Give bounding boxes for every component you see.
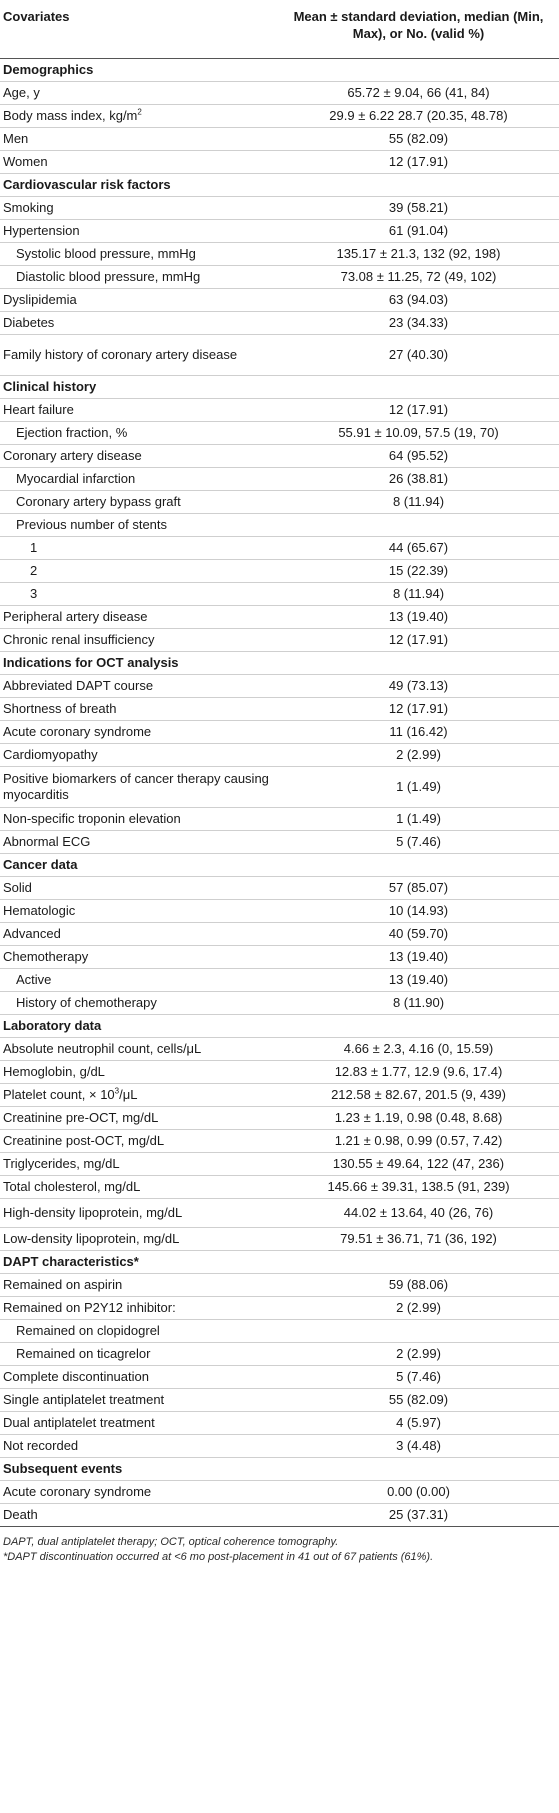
label-text: Coronary artery disease xyxy=(3,448,142,463)
table-footnotes xyxy=(0,1527,559,1565)
covariate-label xyxy=(0,1153,278,1176)
table-row xyxy=(0,808,559,831)
table-row xyxy=(0,422,559,445)
covariate-value: 5 (7.46) xyxy=(278,831,559,854)
covariate-value xyxy=(278,1251,559,1274)
label-text: Heart failure xyxy=(3,402,74,417)
covariate-value: 29.9 ± 6.22 28.7 (20.35, 48.78) xyxy=(278,105,559,128)
label-text: Single antiplatelet treatment xyxy=(3,1392,165,1407)
label-text: Peripheral artery disease xyxy=(3,609,148,624)
section-header-row xyxy=(0,1251,559,1274)
covariate-label xyxy=(0,606,278,629)
covariate-value: 13 (19.40) xyxy=(278,946,559,969)
covariate-label xyxy=(0,312,278,335)
covariate-label xyxy=(0,445,278,468)
label-superscript: 3 xyxy=(114,1086,120,1096)
label-text: Active xyxy=(16,972,52,987)
covariate-label xyxy=(0,1343,278,1366)
label-text: Triglycerides, mg/dL xyxy=(3,1156,120,1171)
label-suffix: /μL xyxy=(119,1087,138,1102)
covariate-label xyxy=(0,335,278,376)
covariate-value: 4.66 ± 2.3, 4.16 (0, 15.59) xyxy=(278,1038,559,1061)
table-row xyxy=(0,82,559,105)
covariate-value: 13 (19.40) xyxy=(278,606,559,629)
covariate-label xyxy=(0,721,278,744)
covariate-value: 1.21 ± 0.98, 0.99 (0.57, 7.42) xyxy=(278,1130,559,1153)
covariate-label xyxy=(0,808,278,831)
covariate-label xyxy=(0,1061,278,1084)
table-row xyxy=(0,629,559,652)
covariate-value: 55 (82.09) xyxy=(278,1389,559,1412)
covariate-label xyxy=(0,1199,278,1228)
label-text: Body mass index, kg/m xyxy=(3,108,138,123)
table-row xyxy=(0,560,559,583)
table-row xyxy=(0,675,559,698)
covariate-value: 2 (2.99) xyxy=(278,1297,559,1320)
covariate-value: 12 (17.91) xyxy=(278,629,559,652)
table-row xyxy=(0,744,559,767)
table-row xyxy=(0,220,559,243)
table-row xyxy=(0,514,559,537)
table-row xyxy=(0,969,559,992)
table-row xyxy=(0,1274,559,1297)
table-row xyxy=(0,923,559,946)
covariate-value: 59 (88.06) xyxy=(278,1274,559,1297)
label-text: Death xyxy=(3,1507,38,1522)
covariate-label xyxy=(0,422,278,445)
label-text: 1 xyxy=(30,540,38,555)
covariate-value: 57 (85.07) xyxy=(278,877,559,900)
covariate-label xyxy=(0,675,278,698)
covariate-value: 25 (37.31) xyxy=(278,1504,559,1527)
table-body xyxy=(0,59,559,1527)
label-text: Positive biomarkers of cancer therapy causing myocarditis xyxy=(3,771,269,802)
table-row xyxy=(0,197,559,220)
table-row xyxy=(0,1366,559,1389)
covariate-value: 4 (5.97) xyxy=(278,1412,559,1435)
covariate-value: 3 (4.48) xyxy=(278,1435,559,1458)
covariate-value: 5 (7.46) xyxy=(278,1366,559,1389)
covariate-label xyxy=(0,698,278,721)
label-text: Women xyxy=(3,154,48,169)
covariate-value: 61 (91.04) xyxy=(278,220,559,243)
footnote-dapt: *DAPT discontinuation occurred at <6 mo post-placement in 41 out of 67 patients (61%). xyxy=(3,1551,434,1563)
table-row xyxy=(0,1107,559,1130)
covariate-label xyxy=(0,767,278,808)
section-header-row xyxy=(0,1458,559,1481)
label-text: Remained on ticagrelor xyxy=(16,1346,151,1361)
table-row xyxy=(0,1320,559,1343)
table-row xyxy=(0,1084,559,1107)
label-text: Abnormal ECG xyxy=(3,834,91,849)
label-text: Hemoglobin, g/dL xyxy=(3,1064,105,1079)
covariate-label xyxy=(0,946,278,969)
covariate-label xyxy=(0,266,278,289)
label-text: Dyslipidemia xyxy=(3,292,77,307)
table-row xyxy=(0,1481,559,1504)
label-text: Family history of coronary artery disease xyxy=(3,347,238,362)
label-text: Systolic blood pressure, mmHg xyxy=(16,246,196,261)
section-header-row xyxy=(0,854,559,877)
label-superscript: 2 xyxy=(137,107,142,117)
label-text: Complete discontinuation xyxy=(3,1369,149,1384)
covariate-value: 55.91 ± 10.09, 57.5 (19, 70) xyxy=(278,422,559,445)
covariate-label xyxy=(0,1504,278,1527)
label-text: Remained on clopidogrel xyxy=(16,1323,160,1338)
table-row xyxy=(0,992,559,1015)
table-row xyxy=(0,1412,559,1435)
table-row xyxy=(0,946,559,969)
covariate-value: 11 (16.42) xyxy=(278,721,559,744)
covariate-value: 1 (1.49) xyxy=(278,808,559,831)
header-statistics: Mean ± standard deviation, median (Min, Max), or No. (valid %) xyxy=(278,2,559,59)
covariate-value: 12 (17.91) xyxy=(278,399,559,422)
table-row xyxy=(0,1130,559,1153)
covariate-value: 39 (58.21) xyxy=(278,197,559,220)
covariate-label xyxy=(0,744,278,767)
covariate-value: 49 (73.13) xyxy=(278,675,559,698)
covariate-label xyxy=(0,243,278,266)
covariate-label xyxy=(0,537,278,560)
label-text: Previous number of stents xyxy=(16,517,168,532)
covariate-label xyxy=(0,1389,278,1412)
table-row xyxy=(0,335,559,376)
label-text: 3 xyxy=(30,586,38,601)
table-row xyxy=(0,1389,559,1412)
covariate-label xyxy=(0,1435,278,1458)
label-text: Absolute neutrophil count, cells/μL xyxy=(3,1041,202,1056)
covariate-label xyxy=(0,82,278,105)
table-row xyxy=(0,289,559,312)
covariate-label xyxy=(0,399,278,422)
label-text: Cancer data xyxy=(3,857,78,872)
label-text: Platelet count, × 10 xyxy=(3,1087,115,1102)
covariate-value: 79.51 ± 36.71, 71 (36, 192) xyxy=(278,1228,559,1251)
table-row xyxy=(0,312,559,335)
table-row xyxy=(0,105,559,128)
section-header-row xyxy=(0,652,559,675)
table-row xyxy=(0,491,559,514)
header-row xyxy=(0,2,559,59)
label-text: Cardiomyopathy xyxy=(3,747,98,762)
covariate-value: 23 (34.33) xyxy=(278,312,559,335)
table-row xyxy=(0,831,559,854)
label-text: History of chemotherapy xyxy=(16,995,157,1010)
label-text: Total cholesterol, mg/dL xyxy=(3,1179,141,1194)
table-row xyxy=(0,1176,559,1199)
covariate-label xyxy=(0,197,278,220)
covariate-value: 10 (14.93) xyxy=(278,900,559,923)
covariate-label xyxy=(0,128,278,151)
covariate-value xyxy=(278,59,559,82)
section-header-row xyxy=(0,1015,559,1038)
label-text: Chronic renal insufficiency xyxy=(3,632,155,647)
label-text: Solid xyxy=(3,880,32,895)
covariate-value: 65.72 ± 9.04, 66 (41, 84) xyxy=(278,82,559,105)
covariate-label xyxy=(0,491,278,514)
covariate-label xyxy=(0,877,278,900)
covariate-label xyxy=(0,1176,278,1199)
section-title xyxy=(0,1251,278,1274)
header-covariates: Covariates xyxy=(0,2,278,59)
covariate-value: 2 (2.99) xyxy=(278,1343,559,1366)
table-row xyxy=(0,1435,559,1458)
covariates-table xyxy=(0,2,559,1527)
label-text: Age, y xyxy=(3,85,40,100)
label-text: Smoking xyxy=(3,200,54,215)
covariate-value: 44.02 ± 13.64, 40 (26, 76) xyxy=(278,1199,559,1228)
label-text: DAPT characteristics* xyxy=(3,1254,139,1269)
covariate-label xyxy=(0,1107,278,1130)
label-text: Clinical history xyxy=(3,379,97,394)
table-row xyxy=(0,468,559,491)
section-header-row xyxy=(0,376,559,399)
covariate-value: 145.66 ± 39.31, 138.5 (91, 239) xyxy=(278,1176,559,1199)
label-text: Cardiovascular risk factors xyxy=(3,177,171,192)
label-text: Not recorded xyxy=(3,1438,79,1453)
label-text: Abbreviated DAPT course xyxy=(3,678,154,693)
label-text: Ejection fraction, % xyxy=(16,425,128,440)
table-row xyxy=(0,583,559,606)
covariate-value: 26 (38.81) xyxy=(278,468,559,491)
covariate-value xyxy=(278,376,559,399)
covariate-value: 27 (40.30) xyxy=(278,335,559,376)
covariate-value: 212.58 ± 82.67, 201.5 (9, 439) xyxy=(278,1084,559,1107)
label-text: Dual antiplatelet treatment xyxy=(3,1415,155,1430)
covariate-value: 1.23 ± 1.19, 0.98 (0.48, 8.68) xyxy=(278,1107,559,1130)
covariate-value: 12 (17.91) xyxy=(278,151,559,174)
label-text: Hematologic xyxy=(3,903,76,918)
label-text: Demographics xyxy=(3,62,94,77)
label-text: Hypertension xyxy=(3,223,80,238)
covariate-value: 8 (11.94) xyxy=(278,491,559,514)
table-row xyxy=(0,1343,559,1366)
covariate-value: 130.55 ± 49.64, 122 (47, 236) xyxy=(278,1153,559,1176)
section-title xyxy=(0,652,278,675)
label-text: Chemotherapy xyxy=(3,949,89,964)
label-text: Men xyxy=(3,131,29,146)
covariate-value: 40 (59.70) xyxy=(278,923,559,946)
covariate-value xyxy=(278,854,559,877)
table-row xyxy=(0,877,559,900)
label-text: Creatinine pre-OCT, mg/dL xyxy=(3,1110,159,1125)
covariate-label xyxy=(0,1228,278,1251)
label-text: Low-density lipoprotein, mg/dL xyxy=(3,1231,180,1246)
covariate-label xyxy=(0,289,278,312)
section-title xyxy=(0,376,278,399)
section-title xyxy=(0,1458,278,1481)
covariate-value xyxy=(278,1320,559,1343)
covariate-label xyxy=(0,923,278,946)
table-row xyxy=(0,606,559,629)
label-text: Remained on P2Y12 inhibitor: xyxy=(3,1300,176,1315)
covariate-label xyxy=(0,831,278,854)
label-text: Laboratory data xyxy=(3,1018,102,1033)
section-header-row xyxy=(0,174,559,197)
covariate-value: 1 (1.49) xyxy=(278,767,559,808)
covariate-value: 55 (82.09) xyxy=(278,128,559,151)
label-text: Remained on aspirin xyxy=(3,1277,123,1292)
table-row xyxy=(0,1061,559,1084)
label-text: Shortness of breath xyxy=(3,701,117,716)
table-row xyxy=(0,900,559,923)
covariate-label xyxy=(0,1320,278,1343)
covariate-value: 13 (19.40) xyxy=(278,969,559,992)
covariate-value xyxy=(278,1015,559,1038)
covariate-label xyxy=(0,151,278,174)
covariate-label xyxy=(0,629,278,652)
covariate-value: 135.17 ± 21.3, 132 (92, 198) xyxy=(278,243,559,266)
covariate-value: 44 (65.67) xyxy=(278,537,559,560)
covariate-value: 2 (2.99) xyxy=(278,744,559,767)
covariate-value: 63 (94.03) xyxy=(278,289,559,312)
table-header xyxy=(0,2,559,59)
covariate-label xyxy=(0,105,278,128)
section-title xyxy=(0,59,278,82)
label-text: 2 xyxy=(30,563,38,578)
covariate-value xyxy=(278,514,559,537)
table-row xyxy=(0,767,559,808)
section-title xyxy=(0,174,278,197)
table-row xyxy=(0,1153,559,1176)
covariate-value: 15 (22.39) xyxy=(278,560,559,583)
table-row xyxy=(0,1297,559,1320)
covariate-label xyxy=(0,1274,278,1297)
table-row xyxy=(0,1199,559,1228)
covariate-value: 64 (95.52) xyxy=(278,445,559,468)
covariate-value xyxy=(278,174,559,197)
covariate-value: 12.83 ± 1.77, 12.9 (9.6, 17.4) xyxy=(278,1061,559,1084)
label-text: Acute coronary syndrome xyxy=(3,1484,152,1499)
covariate-label xyxy=(0,900,278,923)
label-text: Diabetes xyxy=(3,315,55,330)
section-title xyxy=(0,1015,278,1038)
label-text: Advanced xyxy=(3,926,61,941)
footnote-abbreviations: DAPT, dual antiplatelet therapy; OCT, optical coherence tomography. xyxy=(3,1536,339,1548)
covariate-value xyxy=(278,1458,559,1481)
label-text: Acute coronary syndrome xyxy=(3,724,152,739)
label-text: Non-specific troponin elevation xyxy=(3,811,181,826)
table-row xyxy=(0,151,559,174)
covariate-label xyxy=(0,1481,278,1504)
label-text: High-density lipoprotein, mg/dL xyxy=(3,1205,183,1220)
table-row xyxy=(0,537,559,560)
covariate-value: 0.00 (0.00) xyxy=(278,1481,559,1504)
table-row xyxy=(0,266,559,289)
covariate-value: 73.08 ± 11.25, 72 (49, 102) xyxy=(278,266,559,289)
covariate-value: 12 (17.91) xyxy=(278,698,559,721)
covariate-label xyxy=(0,1084,278,1107)
label-text: Myocardial infarction xyxy=(16,471,136,486)
table-row xyxy=(0,1228,559,1251)
section-title xyxy=(0,854,278,877)
covariate-value: 8 (11.90) xyxy=(278,992,559,1015)
covariate-label xyxy=(0,1130,278,1153)
table-row xyxy=(0,445,559,468)
table-row xyxy=(0,698,559,721)
label-text: Creatinine post-OCT, mg/dL xyxy=(3,1133,165,1148)
covariate-label xyxy=(0,220,278,243)
covariate-label xyxy=(0,1038,278,1061)
table-row xyxy=(0,1504,559,1527)
covariate-value: 8 (11.94) xyxy=(278,583,559,606)
covariate-label xyxy=(0,969,278,992)
section-header-row xyxy=(0,59,559,82)
table-row xyxy=(0,243,559,266)
label-text: Indications for OCT analysis xyxy=(3,655,179,670)
table-row xyxy=(0,128,559,151)
covariate-label xyxy=(0,1297,278,1320)
label-text: Subsequent events xyxy=(3,1461,123,1476)
label-text: Diastolic blood pressure, mmHg xyxy=(16,269,201,284)
covariate-value xyxy=(278,652,559,675)
label-text: Coronary artery bypass graft xyxy=(16,494,181,509)
covariate-label xyxy=(0,560,278,583)
table-row xyxy=(0,1038,559,1061)
covariate-label xyxy=(0,1366,278,1389)
covariate-label xyxy=(0,1412,278,1435)
covariate-label xyxy=(0,583,278,606)
table-row xyxy=(0,399,559,422)
covariate-label xyxy=(0,992,278,1015)
covariate-label xyxy=(0,468,278,491)
covariate-label xyxy=(0,514,278,537)
table-row xyxy=(0,721,559,744)
